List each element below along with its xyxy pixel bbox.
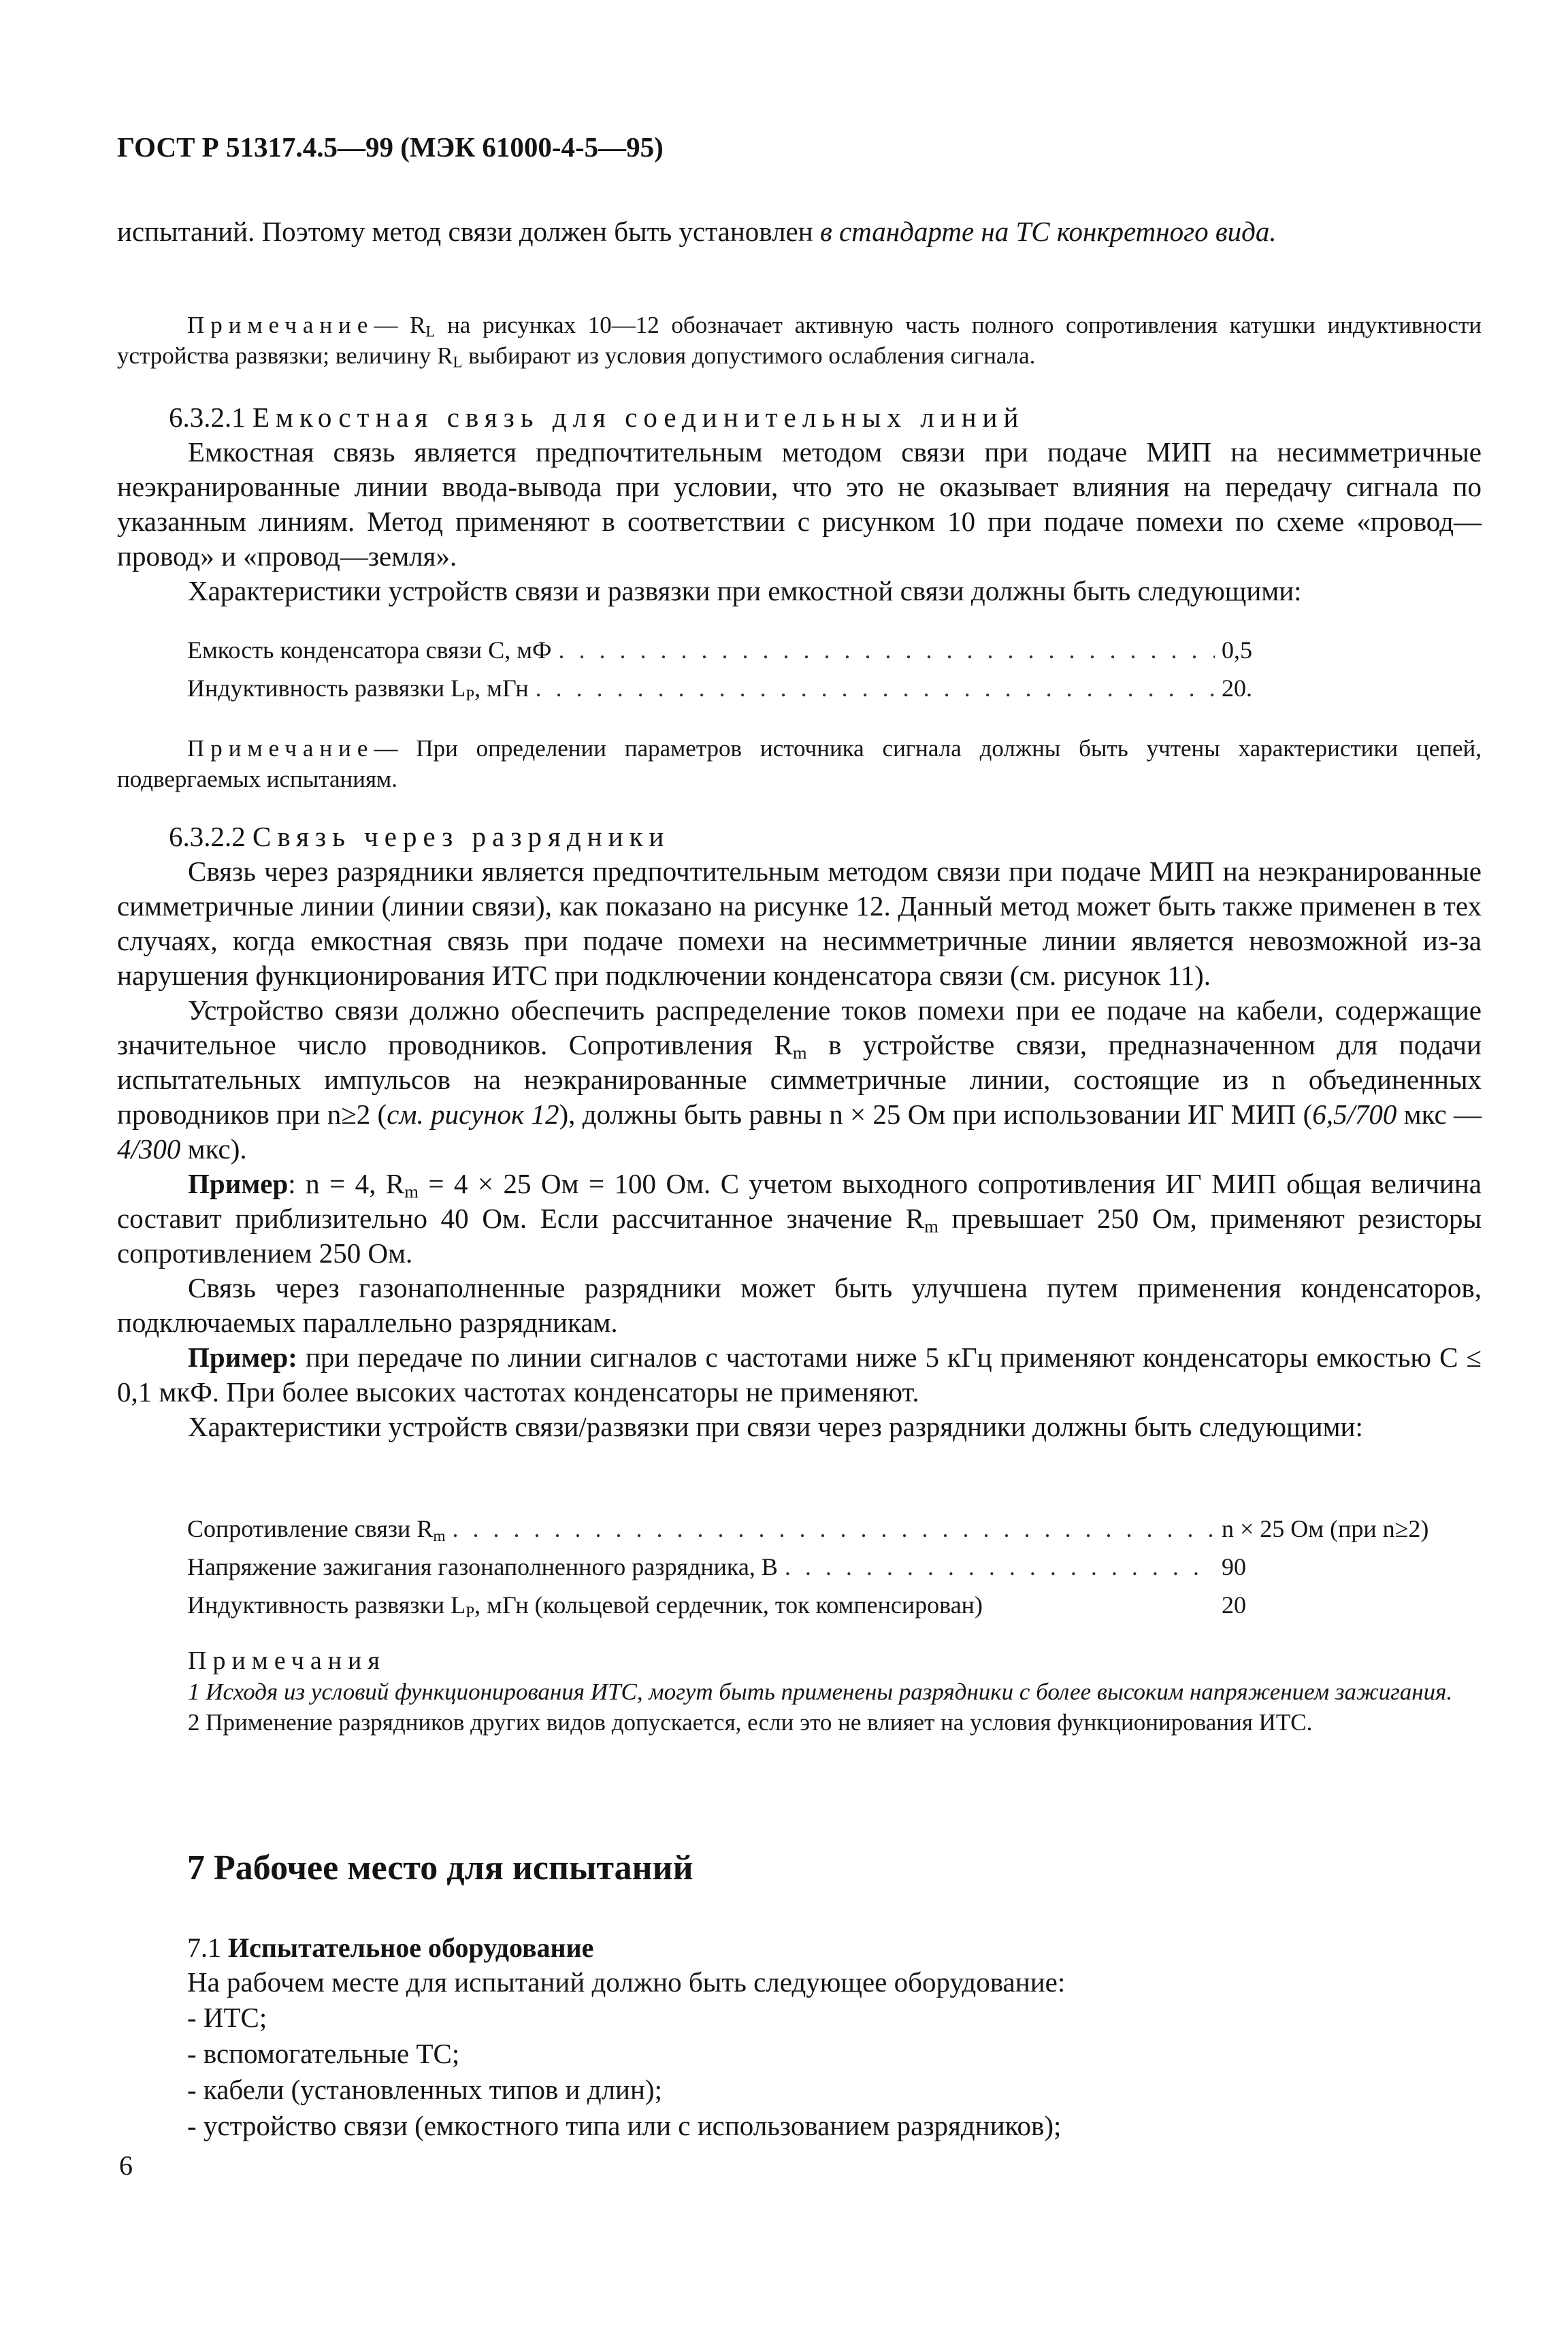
coupling-table-2 [187, 1510, 1467, 1624]
continuation-paragraph [117, 214, 1482, 249]
table-row: Сопротивление связи $R_m$ . . . n × 25 Ом (при n≥2) [187, 1510, 1467, 1548]
section-number: 6.3.2.1 [169, 402, 246, 433]
table-row: Индуктивность развязки $L_P$, мГн (кольцевой сердечник, ток компенсирован) 20 [187, 1591, 1246, 1621]
notes-heading: Примечания [188, 1646, 386, 1675]
table-row: Емкость конденсатора связи С, мФ . . . 0,5 [187, 631, 1467, 669]
continuation-text: испытаний. Поэтому метод связи должен быть установлен [117, 216, 820, 247]
section-7-title: 7 Рабочее место для испытаний [187, 1849, 693, 1887]
note-2: Примечание— При определении параметров источника сигнала должны быть учтены характеристики цепей, подвергаемых испытаниям. [117, 735, 1482, 792]
paragraph: Характеристики устройств связи/развязки при связи через разрядники должны быть следующими: [188, 1411, 1363, 1442]
note-item: 1 Исходя из условий функционирования ИТС, могут быть применены разрядники с более высоким напряжением зажигания. [188, 1678, 1453, 1705]
paragraph: Устройство связи должно обеспечить распределение токов помехи при ее подаче на кабели, содержащие значительное число проводников. Сопротивления $R_m$ в устройстве связи, предназначенном для подачи испытательных импульсов на неэкранированные симметричные линии, состоящие из n объединенных проводников при n≥2 (см. рисунок 12), должны быть равны n × 25 Ом при использовании ИГ МИП (6,5/700 мкс — 4/300 мкс). [117, 994, 1482, 1165]
note-1: Примечание— $R_L$ на рисунках 10—12 обозначает активную часть полного сопротивления катушки индуктивности устройства развязки; величину $R_L$ выбирают из условия допустимого ослабления сигнала. [117, 312, 1482, 371]
page-number: 6 [119, 2150, 133, 2181]
paragraph: Связь через разрядники является предпочтительным методом связи при подаче МИП на неэкранированные симметричные линии (линии связи), как показано на рисунке 12. Данный метод может быть также применен в тех случаях, когда емкостная связь при подаче помехи на несимметричные линии является невозможной из-за нарушения функционирования ИТС при подключении конденсатора связи (см. рисунок 11). [117, 856, 1482, 991]
notes-block [117, 1646, 1482, 1738]
paragraph: Характеристики устройств связи и развязки при емкостной связи должны быть следующими: [188, 575, 1302, 606]
table-row: Индуктивность развязки $L_P$, мГн . . . 20. [187, 669, 1467, 707]
table-row: Напряжение зажигания газонаполненного разрядника, В . . . 90 [187, 1548, 1467, 1586]
section-6-3-2-2-body [117, 854, 1482, 1444]
example-2: Пример: при передаче по линии сигналов с частотами ниже 5 кГц применяют конденсаторы емкостью С ≤ 0,1 мкФ. При более высоких частотах конденсаторы не применяют. [117, 1342, 1482, 1408]
list-item: - кабели (установленных типов и длин); [187, 2074, 662, 2105]
example-1: Пример: n = 4, $R_m = 4 \times 25$ Ом = 100 Ом. С учетом выходного сопротивления ИГ МИП общая величина составит приблизительно 40 Ом. Если рассчитанное значение $R_m$ превышает 250 Ом, применяют резисторы сопротивлением 250 Ом. [117, 1168, 1482, 1269]
section-6-3-2-2-heading [169, 819, 1482, 854]
note-label: Примечание [187, 735, 374, 762]
section-title: Емкостная связь для соединительных линий [252, 402, 1025, 433]
paragraph: Емкостная связь является предпочтительным методом связи при подаче МИП на несимметричные неэкранированные линии ввода-вывода при условии, что это не оказывает влияния на передачу сигнала по указанным линиям. Метод применяют в соответствии с рисунком 10 при подаче помехи по схеме «провод—провод» и «провод—земля». [117, 436, 1482, 572]
note-label: Примечание [187, 312, 374, 338]
paragraph: На рабочем месте для испытаний должно быть следующее оборудование: [187, 1966, 1066, 1998]
section-number: 7.1 [187, 1932, 221, 1963]
note-item: 2 Применение разрядников других видов допускается, если это не влияет на условия функционирования ИТС. [188, 1709, 1313, 1736]
list-item: - ИТС; [187, 2002, 267, 2033]
section-7-1 [187, 1930, 1484, 2144]
list-item: - устройство связи (емкостного типа или с использованием разрядников); [187, 2110, 1062, 2141]
list-item: - вспомогательные ТС; [187, 2038, 460, 2069]
section-6-3-2-1-heading [169, 400, 1482, 435]
paragraph: Связь через газонаполненные разрядники может быть улучшена путем применения конденсаторов, подключаемых параллельно разрядникам. [117, 1272, 1482, 1338]
section-6-3-2-1-body [117, 435, 1482, 608]
equipment-list [187, 2000, 1484, 2144]
section-number: 6.3.2.2 [169, 821, 246, 852]
section-title: Связь через разрядники [252, 821, 670, 852]
standard-header: ГОСТ Р 51317.4.5—99 (МЭК 61000-4-5—95) [117, 131, 664, 163]
continuation-italic: в стандарте на ТС конкретного вида. [819, 216, 1277, 247]
section-title: Испытательное оборудование [228, 1932, 594, 1963]
coupling-table-1 [187, 631, 1467, 707]
